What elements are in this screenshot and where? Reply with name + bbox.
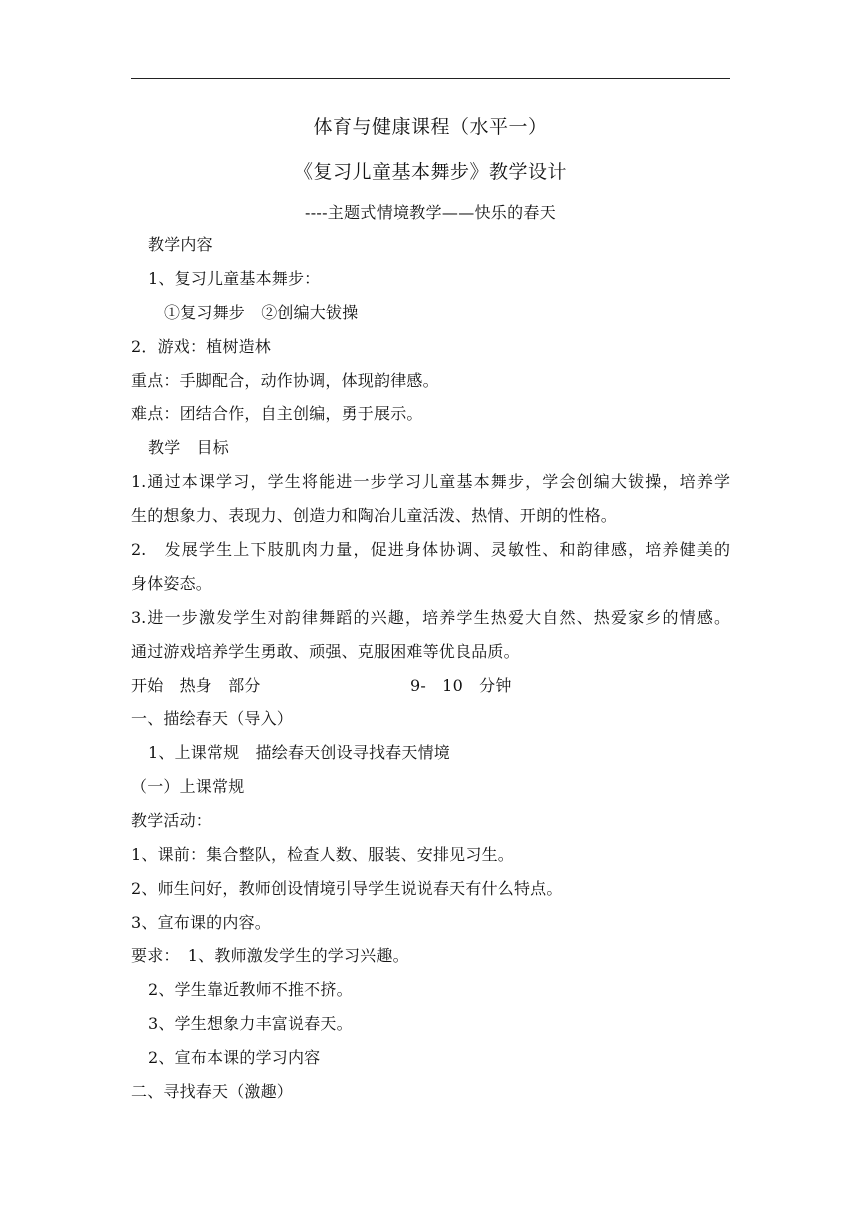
part-2-heading: 二、寻找春天（激趣） bbox=[131, 1082, 294, 1101]
warmup-label: 开始 热身 部分 bbox=[131, 676, 261, 695]
goal-3-line-2: 通过游戏培养学生勇敢、顽强、克服困难等优良品质。 bbox=[131, 642, 520, 661]
part-1-heading: 一、描绘春天（导入） bbox=[131, 709, 294, 728]
goal-3-line-1: 3.进一步激发学生对韵律舞蹈的兴趣，培养学生热爱大自然、热爱家乡的情感。 bbox=[131, 608, 730, 627]
goal-1-line-2: 生的想象力、表现力、创造力和陶冶儿童活泼、热情、开朗的性格。 bbox=[131, 506, 618, 525]
goal-2-line-1: 2. 发展学生上下肢肌肉力量，促进身体协调、灵敏性、和韵律感，培养健美的 bbox=[131, 540, 730, 559]
activity-3: 3、宣布课的内容。 bbox=[131, 913, 271, 932]
requirement-2: 2、学生靠近教师不推不挤。 bbox=[148, 980, 353, 999]
part-1-item-2: 2、宣布本课的学习内容 bbox=[148, 1048, 321, 1067]
document-title-line2: 《复习儿童基本舞步》教学设计 bbox=[293, 161, 567, 183]
document-subtitle: ----主题式情境教学——快乐的春天 bbox=[304, 203, 557, 222]
activity-1: 1、课前：集合整队，检查人数、服装、安排见习生。 bbox=[131, 845, 514, 864]
section-goals-heading: 教学 目标 bbox=[148, 438, 230, 457]
content-item-1: 1、复习儿童基本舞步： bbox=[148, 269, 321, 288]
document-title-line1: 体育与健康课程（水平一） bbox=[313, 116, 548, 138]
requirement-3: 3、学生想象力丰富说春天。 bbox=[148, 1014, 353, 1033]
part-1-item-1: 1、上课常规 描绘春天创设寻找春天情境 bbox=[148, 743, 450, 762]
section-content-heading: 教学内容 bbox=[148, 235, 213, 254]
content-item-2: 2．游戏：植树造林 bbox=[131, 337, 271, 356]
part-1-sub-heading: （一）上课常规 bbox=[131, 777, 245, 796]
warmup-time: 9- 10 分钟 bbox=[410, 676, 512, 695]
key-point: 重点：手脚配合，动作协调，体现韵律感。 bbox=[131, 371, 439, 390]
content-item-1-sub: ①复习舞步 ②创编大钹操 bbox=[164, 303, 359, 322]
header-rule bbox=[131, 78, 730, 79]
goal-1-line-1: 1.通过本课学习，学生将能进一步学习儿童基本舞步，学会创编大钹操，培养学 bbox=[131, 472, 730, 491]
activity-2: 2、师生问好，教师创设情境引导学生说说春天有什么特点。 bbox=[131, 879, 563, 898]
difficult-point: 难点：团结合作，自主创编，勇于展示。 bbox=[131, 404, 423, 423]
requirement-1: 要求： 1、教师激发学生的学习兴趣。 bbox=[131, 946, 409, 965]
goal-2-line-2: 身体姿态。 bbox=[131, 574, 213, 593]
activities-label: 教学活动： bbox=[131, 811, 213, 830]
